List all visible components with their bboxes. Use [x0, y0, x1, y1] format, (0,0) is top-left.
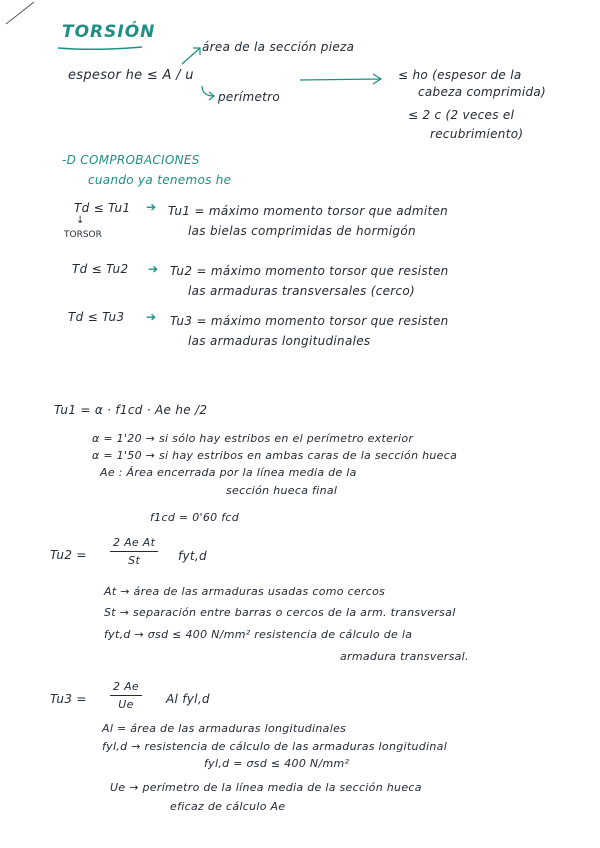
tu2-lhs: Tu2 =	[50, 548, 87, 562]
tu3-fyl-line2: fyl,d = σsd ≤ 400 N/mm²	[204, 757, 350, 770]
tu3-ue-line2: eficaz de cálculo Ae	[170, 800, 286, 813]
area-label: área de la sección pieza	[202, 40, 355, 54]
arrow-icon: ➔	[146, 200, 157, 214]
long-arrow-icon	[298, 72, 386, 86]
tu3-fyl-line1: fyl,d → resistencia de cálculo de las armaduras longitudinal	[102, 740, 448, 753]
tu1-alpha-1: α = 1'20 → si sólo hay estribos en el perímetro exterior	[92, 432, 414, 445]
condition-2b: recubrimiento)	[430, 127, 524, 141]
tu3-rhs: Al fyl,d	[166, 692, 210, 706]
tu1-formula: Tu1 = α · f1cd · Ae he /2	[54, 403, 208, 417]
tu2-numerator: 2 Ae At	[110, 536, 158, 552]
checks-subheading: cuando ya tenemos he	[88, 173, 232, 187]
tu2-st: St → separación entre barras o cercos de la arm. transversal	[104, 606, 456, 619]
title-underline	[56, 44, 146, 52]
tu1-alpha-2: α = 1'50 → si hay estribos en ambas caras de la sección hueca	[92, 449, 458, 462]
check-1-desc-line1: Tu1 = máximo momento torsor que admiten	[168, 204, 449, 218]
check-2-desc-line2: las armaduras transversales (cerco)	[188, 284, 416, 298]
tu3-denominator: Ue	[118, 698, 134, 711]
check-3-desc-line1: Tu3 = máximo momento torsor que resisten	[170, 314, 449, 328]
tu1-ae-line1: Ae : Área encerrada por la línea media de la	[100, 466, 357, 479]
perimeter-label: perímetro	[218, 90, 281, 104]
check-2-desc-line1: Tu2 = máximo momento torsor que resisten	[170, 264, 449, 278]
check-1-desc-line2: las bielas comprimidas de hormigón	[188, 224, 416, 238]
tu3-fraction	[110, 680, 142, 711]
arrow-icon: ➔	[148, 262, 159, 276]
check-2-condition: Td ≤ Tu2	[72, 262, 129, 276]
td-down-arrow: ↓	[76, 215, 85, 226]
condition-2: ≤ 2 c (2 veces el	[408, 108, 515, 122]
corner-stroke	[0, 0, 40, 30]
tu3-numerator: 2 Ae	[110, 680, 142, 696]
tu3-lhs: Tu3 =	[50, 692, 87, 706]
arrow-icon: ➔	[146, 310, 157, 324]
check-3-condition: Td ≤ Tu3	[68, 310, 125, 324]
td-torsor-note: TORSOR	[64, 230, 102, 240]
arrow-to-area-icon	[180, 44, 204, 66]
tu2-rhs: fyt,d	[178, 549, 207, 563]
tu3-al: Al = área de las armaduras longitudinales	[102, 722, 347, 735]
page-title: TORSIÓN	[62, 22, 156, 42]
condition-1: ≤ ho (espesor de la	[398, 68, 522, 82]
arrow-to-perimeter-icon	[198, 84, 218, 102]
tu1-f1cd: f1cd = 0'60 fcd	[150, 511, 240, 524]
tu2-denominator: St	[128, 554, 141, 567]
check-1-condition: Td ≤ Tu1	[74, 201, 131, 215]
tu1-ae-line2: sección hueca final	[226, 484, 338, 497]
tu3-ue-line1: Ue → perímetro de la línea media de la sección hueca	[110, 781, 422, 794]
tu2-fyt-line1: fyt,d → σsd ≤ 400 N/mm² resistencia de cálculo de la	[104, 628, 413, 641]
check-3-desc-line2: las armaduras longitudinales	[188, 334, 371, 348]
thickness-formula: espesor he ≤ A / u	[68, 68, 194, 83]
condition-1b: cabeza comprimida)	[418, 85, 547, 99]
tu2-fyt-line2: armadura transversal.	[340, 650, 469, 663]
tu2-at: At → área de las armaduras usadas como cercos	[104, 585, 386, 598]
tu2-fraction	[110, 536, 158, 567]
checks-heading: -D COMPROBACIONES	[62, 153, 200, 167]
